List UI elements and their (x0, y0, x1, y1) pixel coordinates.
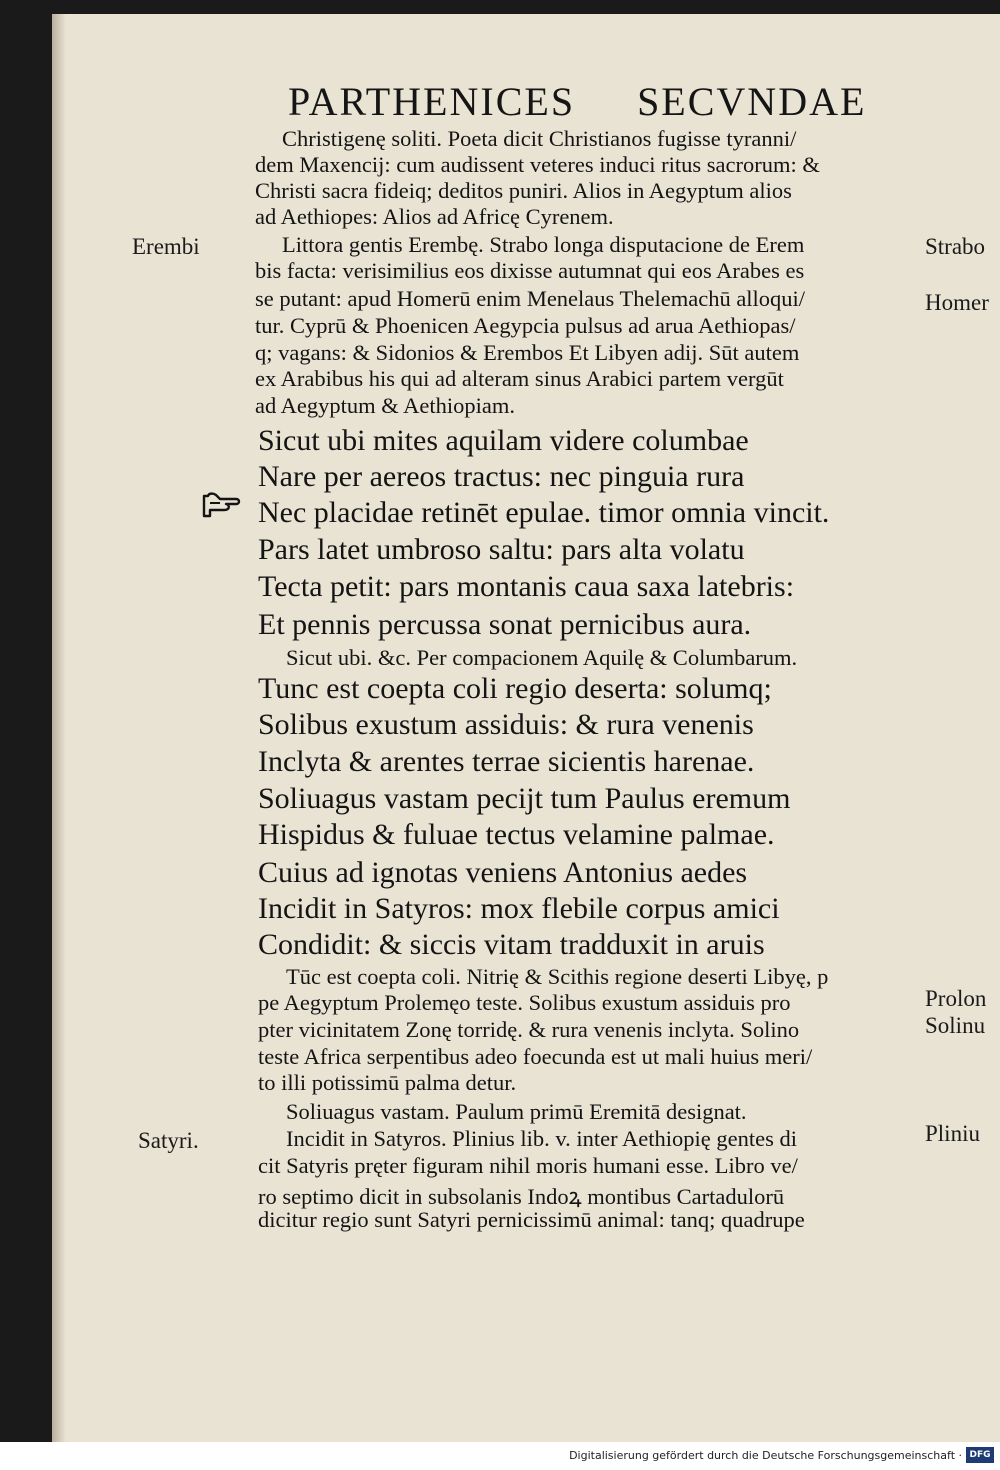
verse-line: Cuius ad ignotas veniens Antonius aedes (258, 856, 748, 889)
commentary-line: Sicut ubi. &c. Per compacionem Aquilę & Columbarum. (286, 645, 798, 670)
page-binding-shadow (52, 14, 66, 1442)
verse-line: Condidit: & siccis vitam tradduxit in aruis (258, 928, 765, 961)
commentary-line: se putant: apud Homerū enim Menelaus Thelemachū alloqui/ (255, 286, 806, 311)
verse-line: Tunc est coepta coli regio deserta: solumq; (258, 672, 772, 705)
manicule-icon (200, 490, 244, 520)
margin-note-right: Prolon (925, 986, 987, 1011)
running-head (288, 78, 928, 125)
commentary-line: pter vicinitatem Zonę torridę. & rura venenis inclyta. Solino (258, 1017, 800, 1042)
commentary-line: ad Aethiopes: Alios ad Africę Cyrenem. (255, 204, 614, 229)
commentary-line: Tūc est coepta coli. Nitrię & Scithis regione deserti Libyę, p (286, 964, 829, 989)
verse-line: Pars latet umbroso saltu: pars alta volatu (258, 533, 745, 566)
verse-line: Nec placidae retinēt epulae. timor omnia vincit. (258, 496, 830, 529)
running-head-left: PARTHENICES (288, 79, 576, 124)
commentary-line: Soliuagus vastam. Paulum primū Eremitā designat. (286, 1099, 747, 1124)
commentary-line: q; vagans: & Sidonios & Erembos Et Libyen adij. Sūt autem (255, 340, 800, 365)
verse-line: Sicut ubi mites aquilam videre columbae (258, 424, 749, 457)
margin-note-right: Solinu (925, 1013, 986, 1038)
margin-note-left: Satyri. (138, 1128, 199, 1153)
running-head-right: SECVNDAE (637, 79, 867, 124)
verse-line: Et pennis percussa sonat pernicibus aura. (258, 608, 752, 641)
commentary-line: dem Maxencij: cum audissent veteres induci ritus sacrorum: & (255, 152, 820, 177)
commentary-line: cit Satyris pręter figuram nihil moris humani esse. Libro ve/ (258, 1153, 798, 1178)
verse-line: Nare per aereos tractus: nec pinguia rura (258, 460, 745, 493)
commentary-line: dicitur regio sunt Satyri pernicissimū animal: tanq; quadrupe (258, 1207, 805, 1232)
margin-note-right: Pliniu (925, 1121, 980, 1146)
verse-line: Inclyta & arentes terrae sicientis harenae. (258, 745, 755, 778)
verse-line: Incidit in Satyros: mox flebile corpus amici (258, 892, 780, 925)
commentary-line: pe Aegyptum Prolemęo teste. Solibus exustum assiduis pro (258, 990, 791, 1015)
dfg-logo: DFG (966, 1447, 994, 1463)
commentary-line: ex Arabibus his qui ad alteram sinus Arabici partem vergūt (255, 366, 784, 391)
margin-note-right: Strabo (925, 234, 986, 259)
margin-note-left: Erembi (132, 234, 200, 259)
digitization-credit: Digitalisierung gefördert durch die Deutsche Forschungsgemeinschaft · (569, 1449, 962, 1462)
commentary-line: Littora gentis Erembę. Strabo longa disputacione de Erem (282, 232, 805, 257)
commentary-line: tur. Cyprū & Phoenicen Aegypcia pulsus ad arua Aethiopas/ (255, 313, 796, 338)
commentary-line: Incidit in Satyros. Plinius lib. v. inter Aethiopię gentes di (286, 1126, 797, 1151)
commentary-line: Christigenę soliti. Poeta dicit Christianos fugisse tyranni/ (282, 126, 797, 151)
commentary-line: bis facta: verisimilius eos dixisse autumnat qui eos Arabes es (255, 258, 805, 283)
verse-line: Tecta petit: pars montanis caua saxa latebris: (258, 570, 795, 603)
margin-note-right: Homer (925, 290, 989, 315)
commentary-line: teste Africa serpentibus adeo foecunda est ut mali huius meri/ (258, 1044, 813, 1069)
commentary-line: ro septimo dicit in subsolanis Indoꝝ montibus Cartadulorū (258, 1184, 785, 1209)
verse-line: Hispidus & fuluae tectus velamine palmae. (258, 818, 775, 851)
verse-line: Solibus exustum assiduis: & rura venenis (258, 708, 754, 741)
commentary-line: Christi sacra fideiq; deditos puniri. Alios in Aegyptum alios (255, 178, 792, 203)
verse-line: Soliuagus vastam pecijt tum Paulus eremum (258, 782, 791, 815)
commentary-line: ad Aegyptum & Aethiopiam. (255, 393, 515, 418)
commentary-line: to illi potissimū palma detur. (258, 1070, 517, 1095)
